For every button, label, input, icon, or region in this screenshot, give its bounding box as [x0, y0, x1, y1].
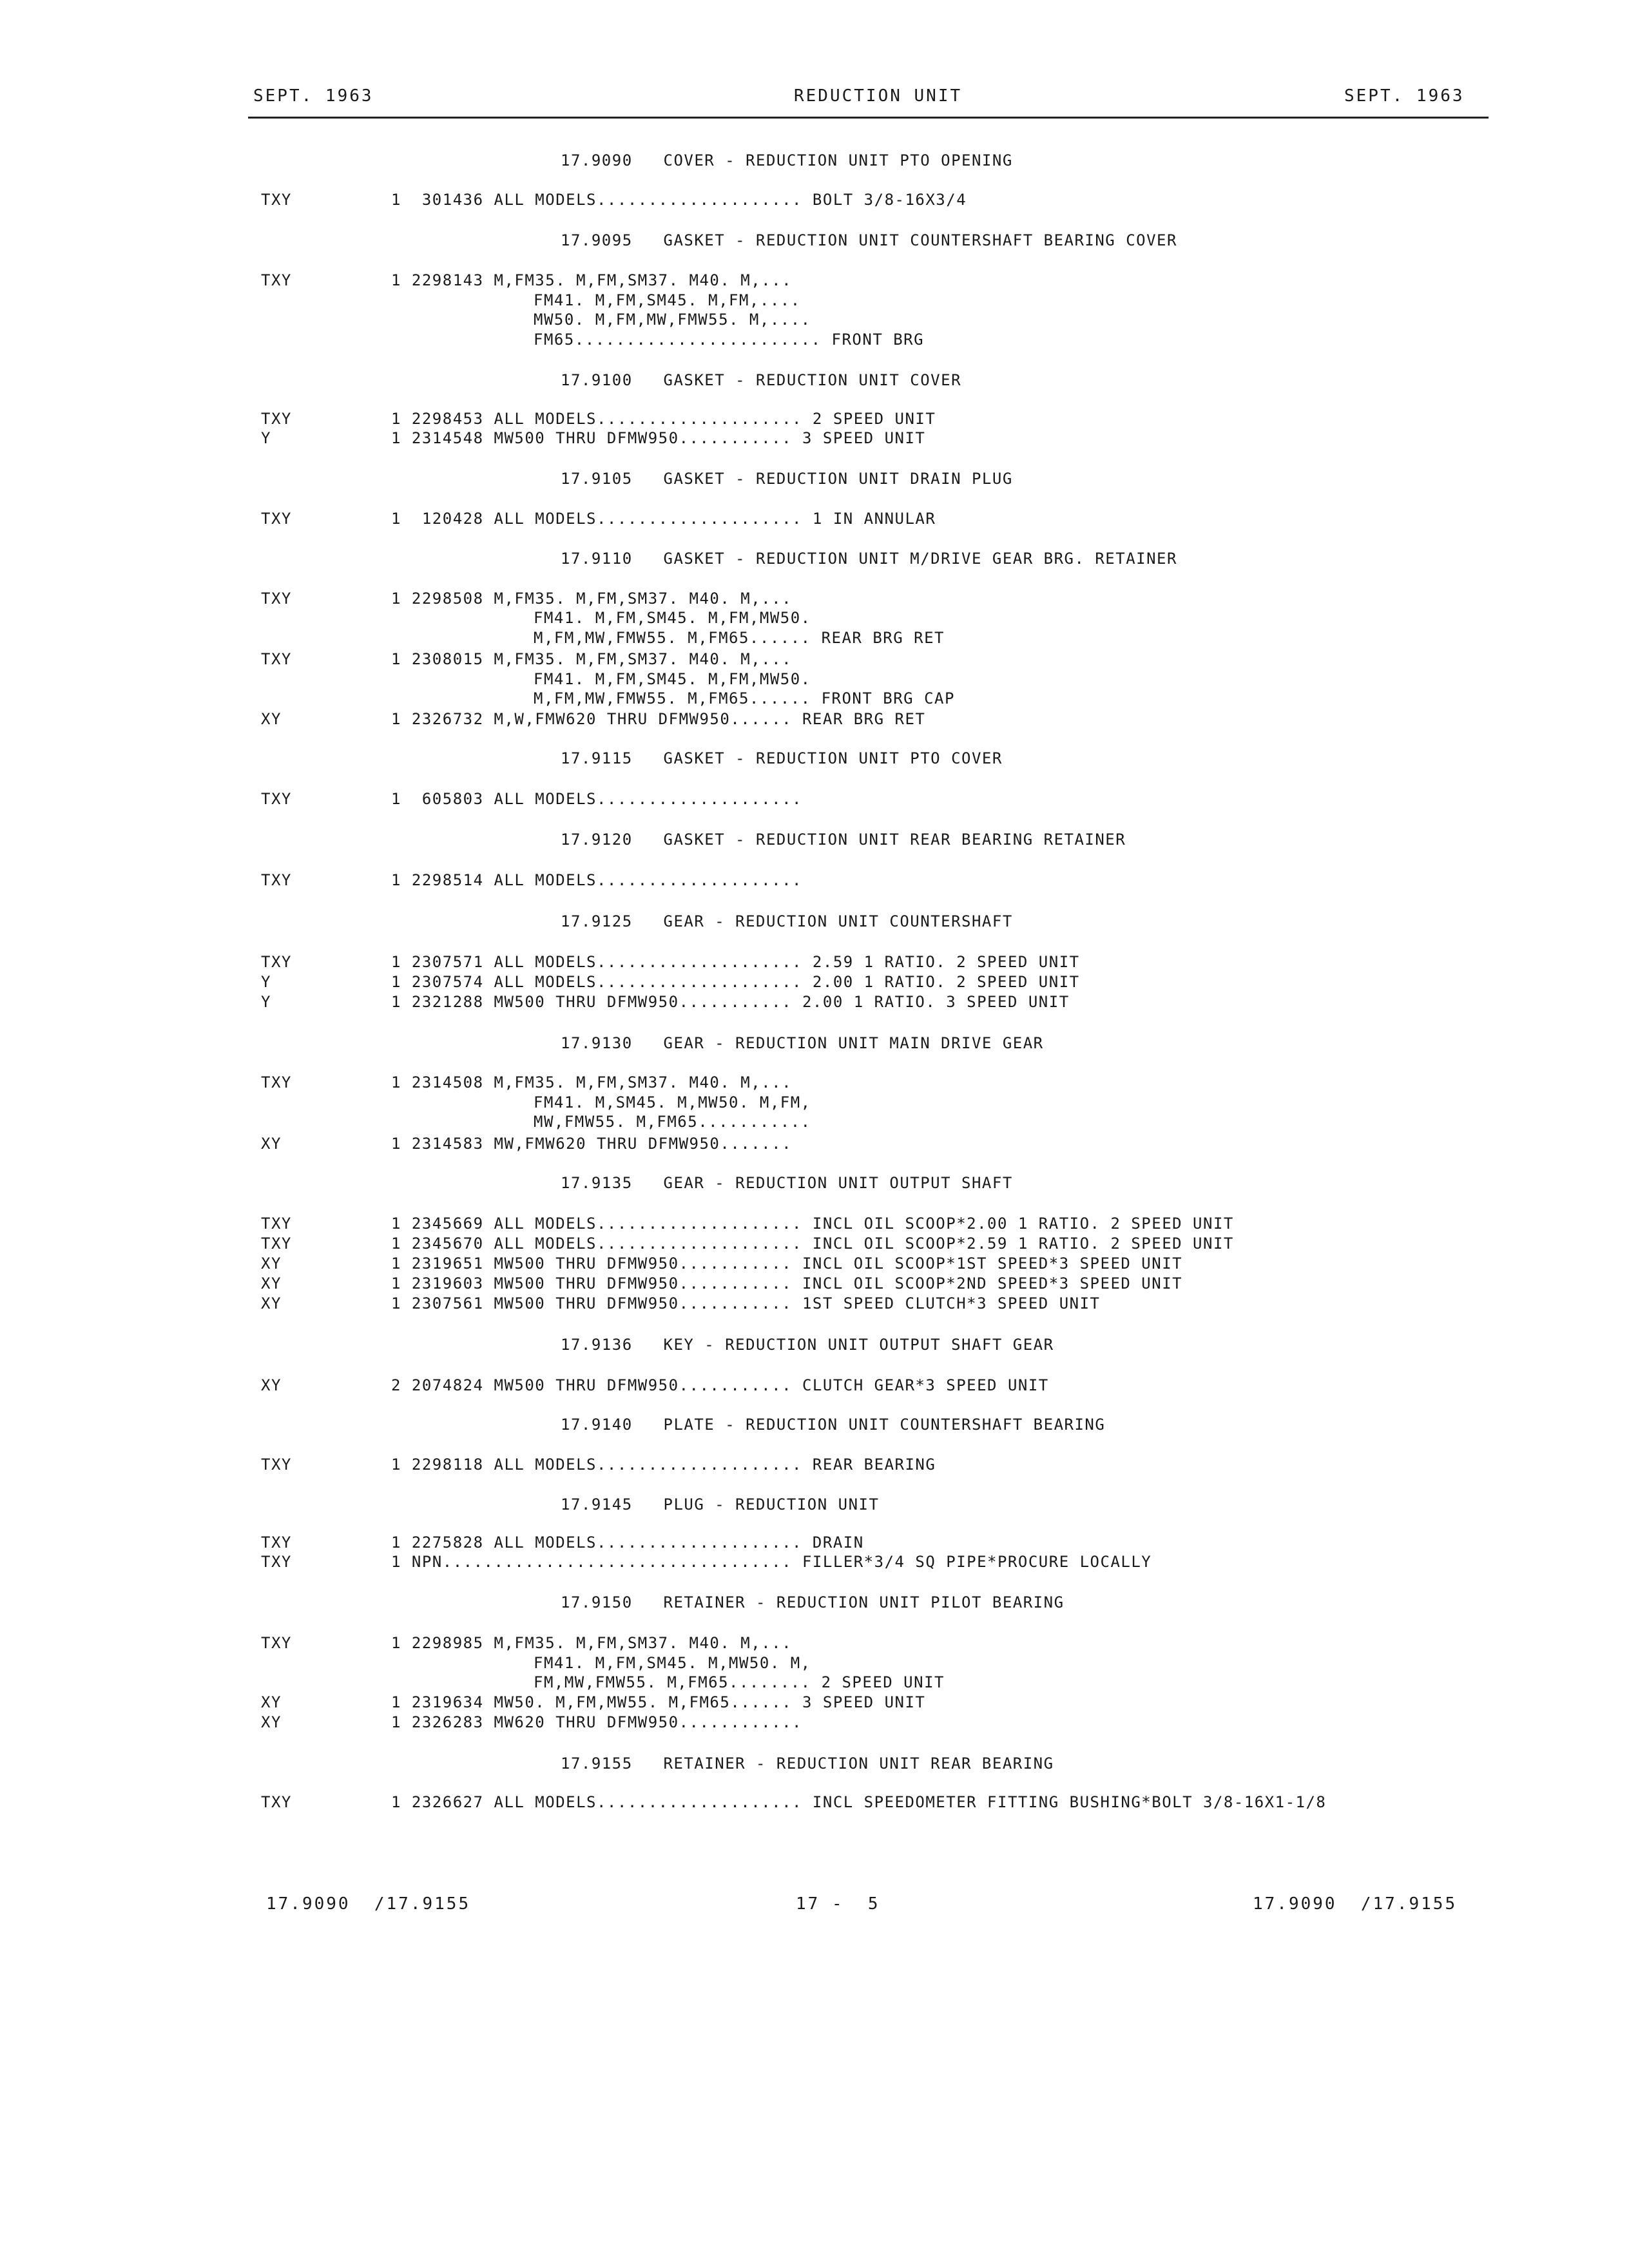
section-heading: 17.9130 GEAR - REDUCTION UNIT MAIN DRIVE GEAR — [561, 1034, 1044, 1052]
model-code: XY — [261, 1294, 282, 1312]
part-entry: 1 2298118 ALL MODELS.................... REAR BEARING — [391, 1456, 936, 1474]
part-entry: 1 2319634 MW50. M,FM,MW55. M,FM65...... 3 SPEED UNIT — [391, 1693, 926, 1711]
model-code: TXY — [261, 191, 292, 209]
model-code: Y — [261, 993, 271, 1011]
model-code: Y — [261, 429, 271, 447]
part-entry-continuation: MW,FMW55. M,FM65........... — [534, 1113, 811, 1131]
section-heading: 17.9140 PLATE - REDUCTION UNIT COUNTERSHAFT BEARING — [561, 1416, 1106, 1434]
part-entry: 1 2319603 MW500 THRU DFMW950........... INCL OIL SCOOP*2ND SPEED*3 SPEED UNIT — [391, 1274, 1183, 1293]
model-code: Y — [261, 973, 271, 991]
section-heading: 17.9150 RETAINER - REDUCTION UNIT PILOT BEARING — [561, 1593, 1065, 1611]
model-code: TXY — [261, 271, 292, 289]
part-entry-continuation: FM41. M,FM,SM45. M,FM,MW50. — [534, 670, 811, 688]
part-entry: 1 2307571 ALL MODELS.................... 2.59 1 RATIO. 2 SPEED UNIT — [391, 953, 1080, 971]
part-entry: 1 2314508 M,FM35. M,FM,SM37. M40. M,... — [391, 1073, 793, 1091]
model-code: TXY — [261, 1634, 292, 1652]
model-code: XY — [261, 1254, 282, 1273]
section-heading: 17.9125 GEAR - REDUCTION UNIT COUNTERSHAFT — [561, 912, 1013, 930]
model-code: TXY — [261, 871, 292, 889]
section-heading: 17.9120 GASKET - REDUCTION UNIT REAR BEARING RETAINER — [561, 831, 1126, 849]
part-entry: 1 605803 ALL MODELS.................... — [391, 790, 802, 808]
part-entry: 2 2074824 MW500 THRU DFMW950........... CLUTCH GEAR*3 SPEED UNIT — [391, 1376, 1049, 1394]
section-heading: 17.9136 KEY - REDUCTION UNIT OUTPUT SHAFT GEAR — [561, 1336, 1054, 1354]
part-entry-continuation: FM41. M,FM,SM45. M,FM,.... — [534, 291, 801, 309]
part-entry-continuation: M,FM,MW,FMW55. M,FM65...... FRONT BRG CAP — [534, 689, 955, 707]
footer-right-range: 17.9090 /17.9155 — [1253, 1894, 1458, 1914]
part-entry: 1 2298514 ALL MODELS.................... — [391, 871, 802, 889]
part-entry: 1 2298985 M,FM35. M,FM,SM37. M40. M,... — [391, 1634, 793, 1652]
footer-page-number: 17 - 5 — [796, 1894, 880, 1914]
model-code: TXY — [261, 790, 292, 808]
section-heading: 17.9095 GASKET - REDUCTION UNIT COUNTERSHAFT BEARING COVER — [561, 231, 1177, 249]
model-code: TXY — [261, 953, 292, 971]
part-entry: 1 2307574 ALL MODELS.................... 2.00 1 RATIO. 2 SPEED UNIT — [391, 973, 1080, 991]
part-entry: 1 2326283 MW620 THRU DFMW950............ — [391, 1713, 802, 1731]
part-entry: 1 2326732 M,W,FMW620 THRU DFMW950...... REAR BRG RET — [391, 710, 926, 728]
part-entry: 1 2298143 M,FM35. M,FM,SM37. M40. M,... — [391, 271, 793, 289]
model-code: TXY — [261, 1235, 292, 1253]
section-heading: 17.9105 GASKET - REDUCTION UNIT DRAIN PLUG — [561, 470, 1013, 488]
part-entry-continuation: FM41. M,FM,SM45. M,MW50. M, — [534, 1654, 811, 1672]
model-code: XY — [261, 1135, 282, 1153]
part-entry-continuation: FM,MW,FMW55. M,FM65........ 2 SPEED UNIT — [534, 1673, 945, 1691]
model-code: TXY — [261, 1553, 292, 1571]
model-code: TXY — [261, 410, 292, 428]
part-entry: 1 2308015 M,FM35. M,FM,SM37. M40. M,... — [391, 650, 793, 668]
part-entry: 1 2326627 ALL MODELS.................... INCL SPEEDOMETER FITTING BUSHING*BOLT 3/8-16X1-1/8 — [391, 1793, 1327, 1811]
model-code: TXY — [261, 1215, 292, 1233]
section-heading: 17.9115 GASKET - REDUCTION UNIT PTO COVER — [561, 749, 1003, 767]
part-entry: 1 120428 ALL MODELS.................... 1 IN ANNULAR — [391, 510, 936, 528]
model-code: TXY — [261, 1073, 292, 1091]
model-code: TXY — [261, 650, 292, 668]
model-code: XY — [261, 710, 282, 728]
model-code: TXY — [261, 590, 292, 608]
header-left-date: SEPT. 1963 — [253, 86, 374, 106]
part-entry: 1 2275828 ALL MODELS.................... DRAIN — [391, 1533, 864, 1552]
part-entry: 1 2345670 ALL MODELS.................... INCL OIL SCOOP*2.59 1 RATIO. 2 SPEED UNIT — [391, 1235, 1234, 1253]
section-heading: 17.9145 PLUG - REDUCTION UNIT — [561, 1495, 880, 1514]
part-entry-continuation: FM41. M,FM,SM45. M,FM,MW50. — [534, 609, 811, 627]
model-code: TXY — [261, 1456, 292, 1474]
header-right-date: SEPT. 1963 — [1344, 86, 1465, 106]
part-entry: 1 2321288 MW500 THRU DFMW950........... 2.00 1 RATIO. 3 SPEED UNIT — [391, 993, 1070, 1011]
section-heading: 17.9090 COVER - REDUCTION UNIT PTO OPENING — [561, 151, 1013, 169]
model-code: TXY — [261, 1793, 292, 1811]
part-entry: 1 2298453 ALL MODELS.................... 2 SPEED UNIT — [391, 410, 936, 428]
header-rule — [248, 117, 1489, 119]
model-code: TXY — [261, 1533, 292, 1552]
section-heading: 17.9135 GEAR - REDUCTION UNIT OUTPUT SHAFT — [561, 1174, 1013, 1192]
section-heading: 17.9110 GASKET - REDUCTION UNIT M/DRIVE GEAR BRG. RETAINER — [561, 550, 1177, 568]
part-entry: 1 2345669 ALL MODELS.................... INCL OIL SCOOP*2.00 1 RATIO. 2 SPEED UNIT — [391, 1215, 1234, 1233]
part-entry: 1 301436 ALL MODELS.................... BOLT 3/8-16X3/4 — [391, 191, 967, 209]
part-entry: 1 2307561 MW500 THRU DFMW950........... 1ST SPEED CLUTCH*3 SPEED UNIT — [391, 1294, 1101, 1312]
model-code: XY — [261, 1693, 282, 1711]
model-code: XY — [261, 1713, 282, 1731]
part-entry: 1 NPN.................................. FILLER*3/4 SQ PIPE*PROCURE LOCALLY — [391, 1553, 1152, 1571]
part-entry-continuation: M,FM,MW,FMW55. M,FM65...... REAR BRG RET — [534, 629, 945, 647]
part-entry-continuation: MW50. M,FM,MW,FMW55. M,.... — [534, 311, 811, 329]
section-heading: 17.9155 RETAINER - REDUCTION UNIT REAR BEARING — [561, 1754, 1054, 1773]
section-heading: 17.9100 GASKET - REDUCTION UNIT COVER — [561, 371, 962, 389]
header-title: REDUCTION UNIT — [794, 86, 963, 106]
part-entry: 1 2314548 MW500 THRU DFMW950........... 3 SPEED UNIT — [391, 429, 926, 447]
model-code: TXY — [261, 510, 292, 528]
footer-left-range: 17.9090 /17.9155 — [266, 1894, 471, 1914]
part-entry-continuation: FM41. M,SM45. M,MW50. M,FM, — [534, 1093, 811, 1111]
part-entry-continuation: FM65........................ FRONT BRG — [534, 331, 925, 349]
model-code: XY — [261, 1274, 282, 1293]
part-entry: 1 2298508 M,FM35. M,FM,SM37. M40. M,... — [391, 590, 793, 608]
model-code: XY — [261, 1376, 282, 1394]
part-entry: 1 2314583 MW,FMW620 THRU DFMW950....... — [391, 1135, 793, 1153]
part-entry: 1 2319651 MW500 THRU DFMW950........... INCL OIL SCOOP*1ST SPEED*3 SPEED UNIT — [391, 1254, 1183, 1273]
